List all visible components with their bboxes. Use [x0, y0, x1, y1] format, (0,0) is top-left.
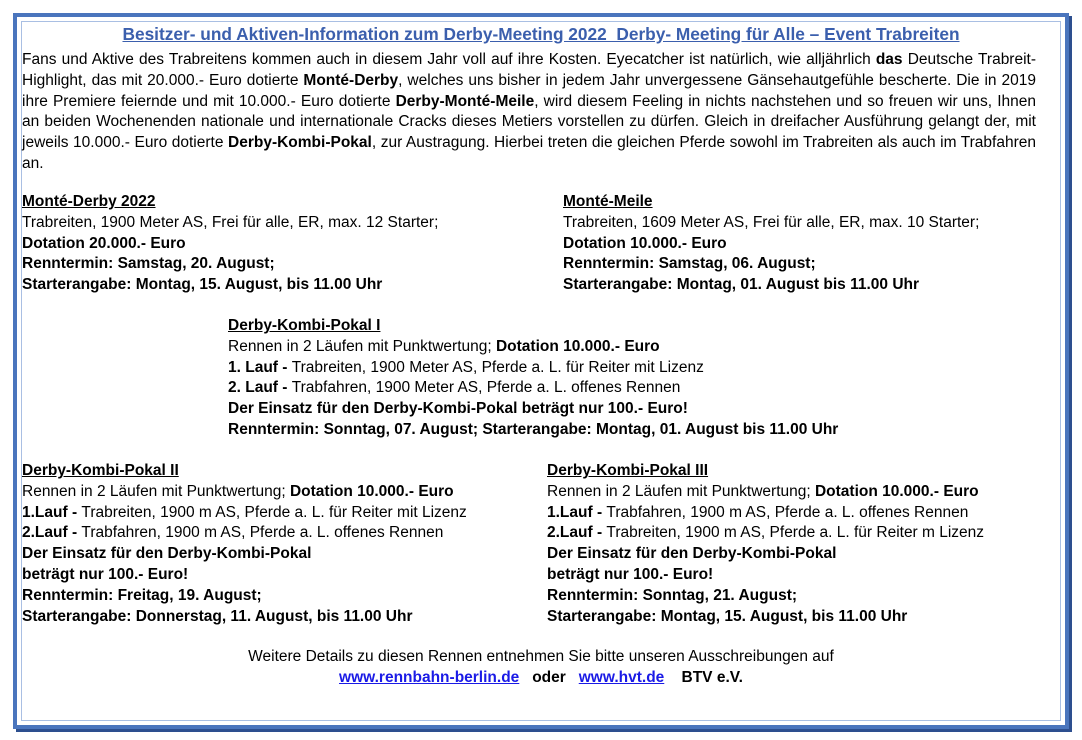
block-line-bold: Starterangabe: Montag, 01. August bis 11.00 Uhr: [563, 276, 920, 294]
block-line-bold: Dotation 10.000.- Euro: [495, 337, 660, 355]
footer-org: BTV e.V.: [681, 669, 743, 686]
block-line-bold: Dotation 20.000.- Euro: [22, 234, 186, 252]
block-line: [22, 544, 467, 565]
block-line-bold: 1.Lauf -: [547, 503, 607, 521]
block-line-text: Trabfahren, 1900 m AS, Pferde a. L. offenes Rennen: [606, 503, 969, 521]
block-line: [547, 482, 984, 503]
block-line-text: Trabreiten, 1900 Meter AS, Frei für alle, ER, max. 12 Starter;: [22, 213, 439, 231]
block-line-bold: Renntermin: Sonntag, 07. August; Starterangabe: Montag, 01. August bis 11.00 Uhr: [228, 420, 839, 438]
intro-text: , zur Austragung. Hierbei treten die gleichen Pferde sowohl im Trabreiten als auch im Trabfahren an.: [22, 134, 1037, 172]
block-line-text: Rennen in 2 Läufen mit Punktwertung;: [228, 337, 496, 355]
block-line: [22, 503, 467, 524]
footer-separator: oder: [532, 669, 566, 686]
block-line-text: Trabfahren, 1900 Meter AS, Pferde a. L. offenes Rennen: [291, 379, 681, 397]
block-line-bold: Der Einsatz für den Derby-Kombi-Pokal: [22, 545, 312, 563]
block-line-bold: Dotation 10.000.- Euro: [563, 234, 727, 252]
intro-highlight: Monté-Derby: [303, 71, 399, 89]
intro-highlight: das: [875, 51, 903, 68]
intro-text: Fans und Aktive des Trabreitens kommen auch in diesem Jahr voll auf ihre Kosten. Eyecatcher ist natürlich, wie alljährlich: [22, 51, 876, 68]
block-heading: Derby-Kombi-Pokal I: [228, 317, 381, 334]
block-line: [22, 523, 467, 544]
block-line: [563, 213, 979, 234]
block-line-bold: Der Einsatz für den Derby-Kombi-Pokal: [547, 545, 837, 563]
block-line: [228, 358, 838, 379]
block-line-bold: 2.Lauf -: [22, 524, 82, 542]
block-line-bold: Der Einsatz für den Derby-Kombi-Pokal beträgt nur 100.- Euro!: [228, 400, 688, 418]
block-line: [547, 607, 984, 628]
block-line-bold: Dotation 10.000.- Euro: [289, 482, 454, 500]
block-line: [22, 586, 467, 607]
block-line-bold: Renntermin: Sonntag, 21. August;: [547, 586, 798, 604]
block-line-bold: Starterangabe: Donnerstag, 11. August, bis 11.00 Uhr: [22, 607, 413, 625]
block-line-text: Trabreiten, 1900 m AS, Pferde a. L. für Reiter m Lizenz: [606, 524, 985, 542]
block-line: [547, 523, 984, 544]
block-line: [22, 275, 438, 296]
intro-highlight: Derby-Monté-Meile: [395, 92, 535, 110]
block-line: [547, 565, 984, 586]
block-line: [22, 607, 467, 628]
block-line: [563, 254, 979, 275]
intro-text: Deutsche Trabreit-Highlight, das mit 20.000.- Euro dotierte: [22, 51, 1037, 89]
block-line: [547, 544, 984, 565]
block-heading: Derby-Kombi-Pokal III: [547, 462, 709, 479]
intro-highlight: Derby-Kombi-Pokal: [228, 134, 372, 152]
block-line: [22, 234, 438, 255]
block-line: [563, 234, 979, 255]
block-heading: Monté-Meile: [563, 193, 653, 210]
block-line-text: Trabreiten, 1900 m AS, Pferde a. L. für Reiter mit Lizenz: [81, 503, 467, 521]
block-line-bold: 1. Lauf -: [228, 358, 292, 376]
block-kombi-pokal-1: [228, 316, 838, 441]
block-monte-meile: [563, 192, 979, 296]
footer-text: Weitere Details zu diesen Rennen entnehmen Sie bitte unseren Ausschreibungen auf: [248, 648, 834, 665]
block-line-text: Trabfahren, 1900 m AS, Pferde a. L. offenes Rennen: [81, 524, 444, 542]
link-rennbahn-berlin[interactable]: www.rennbahn-berlin.de: [339, 669, 520, 686]
block-line-bold: Renntermin: Freitag, 19. August;: [22, 586, 262, 604]
block-line-bold: Starterangabe: Montag, 15. August, bis 11.00 Uhr: [547, 607, 908, 625]
block-line: [547, 586, 984, 607]
block-line: [22, 565, 467, 586]
block-line-text: Rennen in 2 Läufen mit Punktwertung;: [547, 482, 815, 500]
block-line: [22, 254, 438, 275]
block-line: [228, 378, 838, 399]
block-line-bold: Renntermin: Samstag, 06. August;: [563, 255, 816, 273]
block-line-bold: Starterangabe: Montag, 15. August, bis 11.00 Uhr: [22, 276, 383, 294]
block-line: [228, 337, 838, 358]
footer: [0, 646, 1082, 688]
block-line-bold: Renntermin: Samstag, 20. August;: [22, 255, 275, 273]
block-line-text: Rennen in 2 Läufen mit Punktwertung;: [22, 482, 290, 500]
footer-links: [0, 667, 1082, 688]
block-line: [22, 213, 438, 234]
block-line: [547, 503, 984, 524]
block-heading: Derby-Kombi-Pokal II: [22, 462, 179, 479]
block-monte-derby: [22, 192, 438, 296]
block-line: [22, 482, 467, 503]
block-kombi-pokal-3: [547, 461, 984, 627]
block-line-bold: 2. Lauf -: [228, 379, 292, 397]
block-line-bold: 2.Lauf -: [547, 524, 607, 542]
block-line: [563, 275, 979, 296]
block-kombi-pokal-2: [22, 461, 467, 627]
block-line-text: Trabreiten, 1900 Meter AS, Pferde a. L. für Reiter mit Lizenz: [291, 358, 704, 376]
block-line-bold: beträgt nur 100.- Euro!: [547, 565, 714, 583]
block-line: [228, 420, 838, 441]
page-title: Besitzer- und Aktiven-Information zum Derby-Meeting 2022 Derby- Meeting für Alle – Event Trabreiten: [122, 24, 960, 44]
block-heading: Monté-Derby 2022: [22, 193, 156, 210]
intro-paragraph: [22, 50, 1036, 175]
block-line-bold: Dotation 10.000.- Euro: [814, 482, 979, 500]
block-line-text: Trabreiten, 1609 Meter AS, Frei für alle, ER, max. 10 Starter;: [563, 213, 980, 231]
intro-text: , welches uns bisher in jedem Jahr unvergessene Gänsehautgefühle bescherte. Die in 2019 ihre Premiere feiernde und mit 10.000.- Euro dotierte: [22, 71, 1036, 110]
block-line-bold: 1.Lauf -: [22, 503, 82, 521]
link-hvt[interactable]: www.hvt.de: [578, 669, 665, 686]
block-line: [228, 399, 838, 420]
block-line-bold: beträgt nur 100.- Euro!: [22, 565, 189, 583]
intro-text: , wird diesem Feeling in nichts nachstehen und so freuen wir uns, Ihnen an beiden Wochenenden nationale und internationale Cracks dieses Metiers vorstellen zu dürfen. Gleich in dreifacher Ausführung gelangt der, mit jeweils 10.000.- Euro dotierte: [22, 92, 1036, 152]
